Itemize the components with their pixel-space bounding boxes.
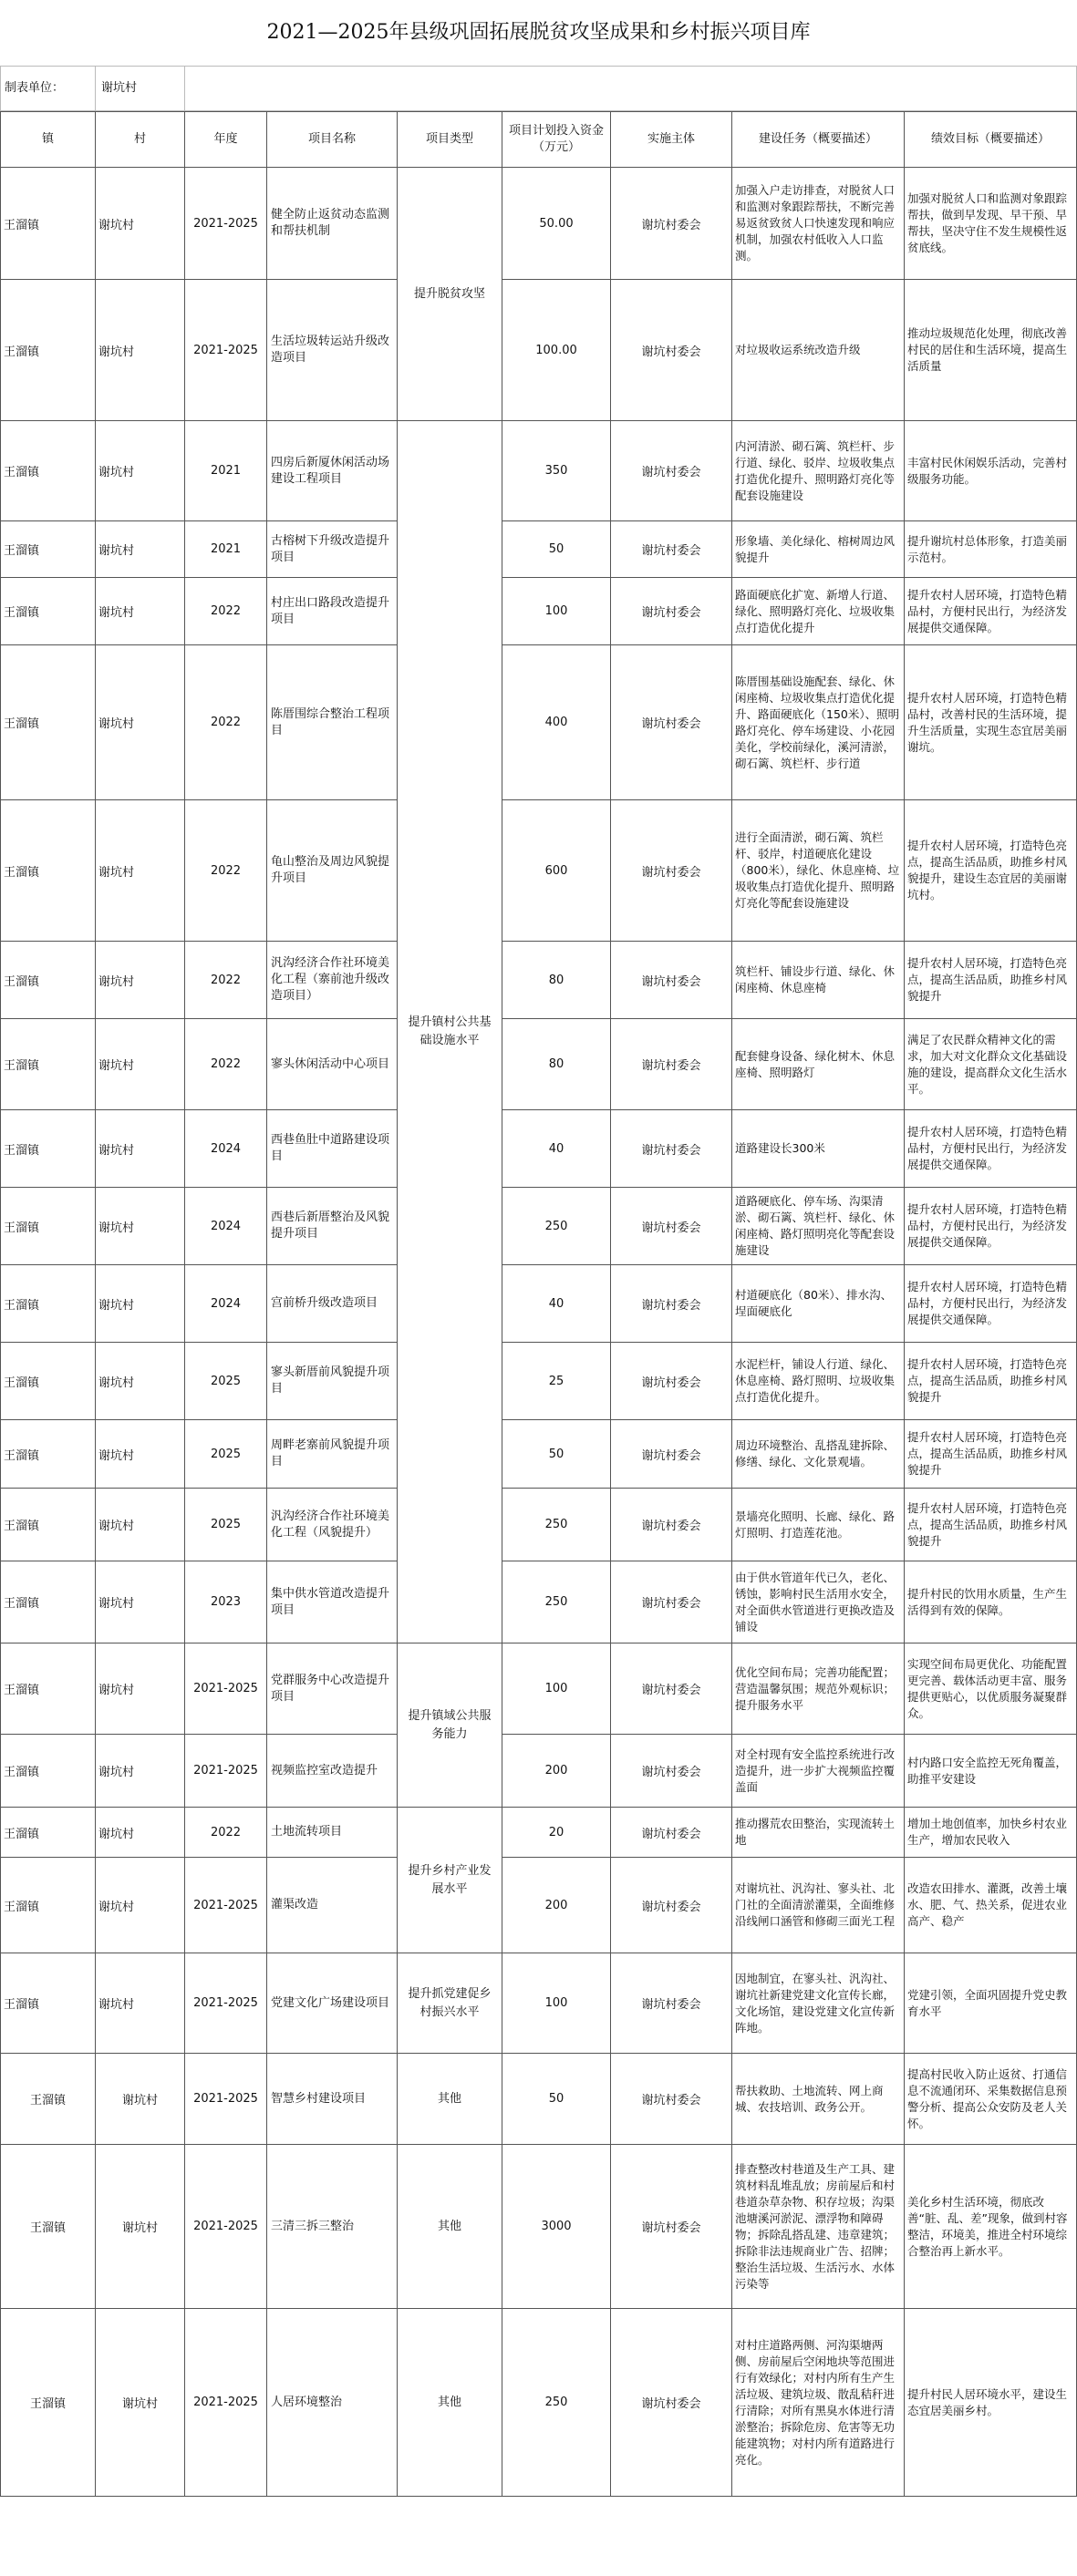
cell-town: 王溜镇 [1, 1953, 96, 2054]
table-row [1, 1489, 1077, 1561]
cell-year: 2021-2025 [185, 1953, 267, 2054]
cell-village: 谢坑村 [96, 1019, 185, 1110]
cell-village: 谢坑村 [96, 2054, 185, 2145]
cell-goal: 提升农村人居环境，打造特色亮点，提高生活品质，助推乡村风貌提升 [905, 1489, 1077, 1561]
cell-year: 2024 [185, 1110, 267, 1188]
cell-name: 龟山整治及周边风貌提升项目 [267, 800, 398, 942]
table-row [1, 168, 1077, 280]
header-task: 建设任务（概要描述） [732, 112, 905, 168]
table-row [1, 942, 1077, 1019]
cell-amount: 400 [502, 645, 611, 800]
cell-body: 谢坑村委会 [611, 1735, 732, 1808]
cell-goal: 提升农村人居环境，打造特色亮点，提高生活品质，助推乡村风貌提升 [905, 1420, 1077, 1489]
cell-task: 陈厝围基础设施配套、绿化、休闲座椅、垃圾收集点打造优化提升、路面硬底化（150米）、照明路灯亮化、停车场建设、小花园美化，学校前绿化，溪河清淤，砌石篱、筑栏杆、步行道 [732, 645, 905, 800]
unit-blank [184, 66, 1077, 111]
cell-amount: 20 [502, 1808, 611, 1858]
cell-type: 其他 [398, 2054, 502, 2145]
cell-name: 灌渠改造 [267, 1858, 398, 1953]
cell-goal: 提升农村人居环境，打造特色精品村，方便村民出行，为经济发展提供交通保障。 [905, 1110, 1077, 1188]
cell-goal: 满足了农民群众精神文化的需求，加大对文化群众文化基础设施的建设，提高群众文化生活水平。 [905, 1019, 1077, 1110]
cell-amount: 80 [502, 942, 611, 1019]
cell-amount: 250 [502, 2309, 611, 2497]
cell-year: 2025 [185, 1420, 267, 1489]
cell-year: 2022 [185, 578, 267, 645]
table-row [1, 1343, 1077, 1420]
table-row [1, 1561, 1077, 1643]
cell-goal: 推动垃圾规范化处理，彻底改善村民的居住和生活环境，提高生活质量 [905, 280, 1077, 421]
header-year: 年度 [185, 112, 267, 168]
cell-village: 谢坑村 [96, 2145, 185, 2309]
cell-village: 谢坑村 [96, 421, 185, 521]
cell-amount: 100 [502, 578, 611, 645]
cell-task: 帮扶救助、土地流转、网上商城、农技培训、政务公开。 [732, 2054, 905, 2145]
cell-town: 王溜镇 [1, 2054, 96, 2145]
header-town: 镇 [1, 112, 96, 168]
cell-body: 谢坑村委会 [611, 942, 732, 1019]
unit-row [0, 66, 1077, 111]
cell-body: 谢坑村委会 [611, 1858, 732, 1953]
cell-village: 谢坑村 [96, 1953, 185, 2054]
cell-name: 汎沟经济合作社环境美化工程（寨前池升级改造项目） [267, 942, 398, 1019]
cell-village: 谢坑村 [96, 578, 185, 645]
cell-town: 王溜镇 [1, 645, 96, 800]
cell-name: 陈厝围综合整治工程项目 [267, 645, 398, 800]
cell-village: 谢坑村 [96, 1561, 185, 1643]
cell-town: 王溜镇 [1, 280, 96, 421]
cell-amount: 40 [502, 1110, 611, 1188]
cell-village: 谢坑村 [96, 1858, 185, 1953]
cell-body: 谢坑村委会 [611, 1420, 732, 1489]
cell-body: 谢坑村委会 [611, 168, 732, 280]
table-row [1, 1953, 1077, 2054]
table-row [1, 421, 1077, 521]
cell-year: 2022 [185, 1808, 267, 1858]
cell-task: 对村庄道路两侧、河沟渠塘两侧、房前屋后空闲地块等范围进行有效绿化；对村内所有生产生活垃圾、建筑垃圾、散乱秸秆进行清除；对所有黑臭水体进行清淤整治；拆除危房、危害等无功能建筑物；对村内所有道路进行亮化。 [732, 2309, 905, 2497]
table-row [1, 1188, 1077, 1265]
cell-name: 西巷鱼肚中道路建设项目 [267, 1110, 398, 1188]
cell-body: 谢坑村委会 [611, 1265, 732, 1343]
cell-village: 谢坑村 [96, 800, 185, 942]
cell-village: 谢坑村 [96, 1489, 185, 1561]
cell-task: 排查整改村巷道及生产工具、建筑材料乱堆乱放；房前屋后和村巷道杂草杂物、积存垃圾；沟渠池塘溪河淤泥、漂浮物和障碍物；拆除乱搭乱建、违章建筑；拆除非法违规商业广告、招牌；整治生活垃圾、生活污水、水体污染等 [732, 2145, 905, 2309]
cell-village: 谢坑村 [96, 645, 185, 800]
cell-amount: 350 [502, 421, 611, 521]
cell-town: 王溜镇 [1, 521, 96, 578]
cell-name: 古榕树下升级改造提升项目 [267, 521, 398, 578]
cell-town: 王溜镇 [1, 1019, 96, 1110]
table-row [1, 578, 1077, 645]
table-row [1, 2054, 1077, 2145]
cell-amount: 40 [502, 1265, 611, 1343]
cell-year: 2024 [185, 1188, 267, 1265]
cell-name: 四房后新厦休闲活动场建设工程项目 [267, 421, 398, 521]
cell-task: 形象墙、美化绿化、榕树周边风貌提升 [732, 521, 905, 578]
cell-name: 汎沟经济合作社环境美化工程（风貌提升） [267, 1489, 398, 1561]
cell-task: 对垃圾收运系统改造升级 [732, 280, 905, 421]
cell-body: 谢坑村委会 [611, 1343, 732, 1420]
table-row [1, 1643, 1077, 1735]
cell-village: 谢坑村 [96, 1420, 185, 1489]
cell-amount: 250 [502, 1561, 611, 1643]
cell-type: 其他 [398, 2145, 502, 2309]
table-row [1, 2309, 1077, 2497]
cell-body: 谢坑村委会 [611, 421, 732, 521]
cell-goal: 丰富村民休闲娱乐活动，完善村级服务功能。 [905, 421, 1077, 521]
cell-town: 王溜镇 [1, 1643, 96, 1735]
table-row [1, 1420, 1077, 1489]
cell-year: 2021 [185, 421, 267, 521]
cell-village: 谢坑村 [96, 942, 185, 1019]
cell-village: 谢坑村 [96, 1735, 185, 1808]
cell-amount: 250 [502, 1489, 611, 1561]
cell-task: 道路硬底化、停车场、沟渠清淤、砌石篱、筑栏杆、绿化、休闲座椅、路灯照明亮化等配套设施建设 [732, 1188, 905, 1265]
cell-type: 提升乡村产业发展水平 [398, 1808, 502, 1953]
cell-name: 集中供水管道改造提升项目 [267, 1561, 398, 1643]
cell-amount: 600 [502, 800, 611, 942]
cell-goal: 提高村民收入防止返贫、打通信息不流通闭环、采集数据信息预警分析、提高公众安防及老人关怀。 [905, 2054, 1077, 2145]
cell-goal: 提升农村人居环境，打造特色精品村，改善村民的生活环境，提升生活质量，实现生态宜居美丽谢坑。 [905, 645, 1077, 800]
table-row [1, 1110, 1077, 1188]
cell-year: 2021-2025 [185, 168, 267, 280]
cell-year: 2024 [185, 1265, 267, 1343]
cell-goal: 提升农村人居环境，打造特色精品村，方便村民出行，为经济发展提供交通保障。 [905, 1265, 1077, 1343]
cell-year: 2021-2025 [185, 1858, 267, 1953]
cell-village: 谢坑村 [96, 2309, 185, 2497]
cell-year: 2021-2025 [185, 2145, 267, 2309]
cell-name: 周畔老寨前风貌提升项目 [267, 1420, 398, 1489]
cell-task: 筑栏杆、铺设步行道、绿化、休闲座椅、休息座椅 [732, 942, 905, 1019]
cell-town: 王溜镇 [1, 1489, 96, 1561]
cell-amount: 200 [502, 1858, 611, 1953]
cell-year: 2022 [185, 1019, 267, 1110]
cell-name: 党群服务中心改造提升项目 [267, 1643, 398, 1735]
cell-name: 村庄出口路段改造提升项目 [267, 578, 398, 645]
unit-value: 谢坑村 [95, 66, 184, 111]
cell-name: 生活垃圾转运站升级改造项目 [267, 280, 398, 421]
cell-task: 配套健身设备、绿化树木、休息座椅、照明路灯 [732, 1019, 905, 1110]
cell-name: 健全防止返贫动态监测和帮扶机制 [267, 168, 398, 280]
cell-name: 西巷后新厝整治及风貌提升项目 [267, 1188, 398, 1265]
cell-year: 2022 [185, 942, 267, 1019]
cell-type: 提升镇域公共服务能力 [398, 1643, 502, 1808]
cell-village: 谢坑村 [96, 1343, 185, 1420]
cell-goal: 增加土地创值率，加快乡村农业生产，增加农民收入 [905, 1808, 1077, 1858]
cell-body: 谢坑村委会 [611, 1019, 732, 1110]
table-row [1, 800, 1077, 942]
cell-name: 三清三拆三整治 [267, 2145, 398, 2309]
cell-task: 推动撂荒农田整治，实现流转土地 [732, 1808, 905, 1858]
header-village: 村 [96, 112, 185, 168]
cell-village: 谢坑村 [96, 521, 185, 578]
table-row [1, 2145, 1077, 2309]
cell-amount: 100 [502, 1643, 611, 1735]
cell-amount: 250 [502, 1188, 611, 1265]
cell-goal: 提升农村人居环境，打造特色亮点，提高生活品质，助推乡村风貌提升 [905, 1343, 1077, 1420]
cell-goal: 党建引领，全面巩固提升党史教育水平 [905, 1953, 1077, 2054]
table-row [1, 521, 1077, 578]
table-header-row [1, 112, 1077, 168]
cell-year: 2021-2025 [185, 1643, 267, 1735]
cell-year: 2021-2025 [185, 2309, 267, 2497]
cell-goal: 村内路口安全监控无死角覆盖，助推平安建设 [905, 1735, 1077, 1808]
cell-task: 由于供水管道年代已久，老化、锈蚀，影响村民生活用水安全，对全面供水管道进行更换改造及铺设 [732, 1561, 905, 1643]
cell-task: 路面硬底化扩宽、新增人行道、绿化、照明路灯亮化、垃圾收集点打造优化提升 [732, 578, 905, 645]
cell-amount: 200 [502, 1735, 611, 1808]
cell-body: 谢坑村委会 [611, 645, 732, 800]
cell-amount: 80 [502, 1019, 611, 1110]
cell-village: 谢坑村 [96, 1643, 185, 1735]
cell-amount: 50 [502, 2054, 611, 2145]
cell-name: 寥头新厝前风貌提升项目 [267, 1343, 398, 1420]
cell-body: 谢坑村委会 [611, 1489, 732, 1561]
cell-village: 谢坑村 [96, 1808, 185, 1858]
cell-body: 谢坑村委会 [611, 1953, 732, 2054]
cell-goal: 改造农田排水、灌溉，改善土壤水、肥、气、热关系，促进农业高产、稳产 [905, 1858, 1077, 1953]
cell-type: 其他 [398, 2309, 502, 2497]
cell-town: 王溜镇 [1, 1110, 96, 1188]
cell-body: 谢坑村委会 [611, 800, 732, 942]
cell-year: 2023 [185, 1561, 267, 1643]
cell-year: 2021-2025 [185, 2054, 267, 2145]
cell-body: 谢坑村委会 [611, 1561, 732, 1643]
cell-type: 提升镇村公共基础设施水平 [398, 421, 502, 1643]
cell-year: 2025 [185, 1343, 267, 1420]
cell-task: 水泥栏杆，铺设人行道、绿化、休息座椅、路灯照明、垃圾收集点打造优化提升。 [732, 1343, 905, 1420]
table-row [1, 280, 1077, 421]
cell-amount: 25 [502, 1343, 611, 1420]
header-body: 实施主体 [611, 112, 732, 168]
cell-goal: 提升村民人居环境水平，建设生态宜居美丽乡村。 [905, 2309, 1077, 2497]
cell-body: 谢坑村委会 [611, 2054, 732, 2145]
header-goal: 绩效目标（概要描述） [905, 112, 1077, 168]
cell-year: 2025 [185, 1489, 267, 1561]
cell-town: 王溜镇 [1, 1561, 96, 1643]
cell-year: 2021-2025 [185, 280, 267, 421]
cell-type: 提升抓党建促乡村振兴水平 [398, 1953, 502, 2054]
cell-body: 谢坑村委会 [611, 2309, 732, 2497]
table-row [1, 1808, 1077, 1858]
cell-village: 谢坑村 [96, 1265, 185, 1343]
cell-village: 谢坑村 [96, 168, 185, 280]
cell-body: 谢坑村委会 [611, 1808, 732, 1858]
table-row [1, 1019, 1077, 1110]
cell-amount: 50.00 [502, 168, 611, 280]
cell-task: 因地制宜，在寥头社、汎沟社、谢坑社新建党建文化宣传长廊，文化场馆，建设党建文化宣传新阵地。 [732, 1953, 905, 2054]
unit-label: 制表单位： [0, 66, 95, 111]
cell-body: 谢坑村委会 [611, 578, 732, 645]
cell-name: 土地流转项目 [267, 1808, 398, 1858]
cell-body: 谢坑村委会 [611, 1643, 732, 1735]
cell-town: 王溜镇 [1, 1343, 96, 1420]
cell-task: 进行全面清淤，砌石篱、筑栏杆、驳岸，村道硬底化建设（800米），绿化、休息座椅、垃圾收集点打造优化提升、照明路灯亮化等配套设施建设 [732, 800, 905, 942]
cell-town: 王溜镇 [1, 168, 96, 280]
cell-name: 视频监控室改造提升 [267, 1735, 398, 1808]
header-name: 项目名称 [267, 112, 398, 168]
cell-town: 王溜镇 [1, 2145, 96, 2309]
cell-amount: 50 [502, 521, 611, 578]
cell-task: 优化空间布局；完善功能配置；营造温馨氛围；规范外观标识；提升服务水平 [732, 1643, 905, 1735]
cell-year: 2022 [185, 645, 267, 800]
cell-name: 宫前桥升级改造项目 [267, 1265, 398, 1343]
cell-name: 人居环境整治 [267, 2309, 398, 2497]
cell-goal: 加强对脱贫人口和监测对象跟踪帮扶，做到早发现、早干预、早帮扶，坚决守住不发生规模性返贫底线。 [905, 168, 1077, 280]
cell-goal: 实现空间布局更优化、功能配置更完善、载体活动更丰富、服务提供更贴心，以优质服务凝聚群众。 [905, 1643, 1077, 1735]
cell-village: 谢坑村 [96, 280, 185, 421]
cell-town: 王溜镇 [1, 1735, 96, 1808]
cell-goal: 提升农村人居环境，打造特色亮点，提高生活品质，助推乡村风貌提升 [905, 942, 1077, 1019]
cell-body: 谢坑村委会 [611, 2145, 732, 2309]
cell-task: 对谢坑社、汎沟社、寥头社、北门社的全面清淤灌渠，全面维修沿线闸口涵管和修砌三面光工程 [732, 1858, 905, 1953]
page-title: 2021—2025年县级巩固拓展脱贫攻坚成果和乡村振兴项目库 [266, 21, 811, 44]
cell-town: 王溜镇 [1, 1265, 96, 1343]
cell-town: 王溜镇 [1, 578, 96, 645]
cell-task: 内河清淤、砌石篱、筑栏杆、步行道、绿化、驳岸、垃圾收集点打造优化提升、照明路灯亮化等配套设施建设 [732, 421, 905, 521]
header-amount: 项目计划投入资金（万元） [502, 112, 611, 168]
cell-name: 寥头休闲活动中心项目 [267, 1019, 398, 1110]
cell-village: 谢坑村 [96, 1110, 185, 1188]
cell-town: 王溜镇 [1, 1188, 96, 1265]
cell-goal: 美化乡村生活环境，彻底改善“脏、乱、差”现象，做到村容整洁，环境美，推进全村环境综合整治再上新水平。 [905, 2145, 1077, 2309]
cell-town: 王溜镇 [1, 1858, 96, 1953]
cell-town: 王溜镇 [1, 2309, 96, 2497]
cell-amount: 100.00 [502, 280, 611, 421]
cell-goal: 提升农村人居环境，打造特色亮点，提高生活品质，助推乡村风貌提升，建设生态宜居的美丽谢坑村。 [905, 800, 1077, 942]
cell-body: 谢坑村委会 [611, 280, 732, 421]
cell-year: 2022 [185, 800, 267, 942]
cell-task: 道路建设长300米 [732, 1110, 905, 1188]
cell-type: 提升脱贫攻坚 [398, 168, 502, 421]
cell-town: 王溜镇 [1, 421, 96, 521]
cell-amount: 100 [502, 1953, 611, 2054]
cell-body: 谢坑村委会 [611, 521, 732, 578]
cell-body: 谢坑村委会 [611, 1188, 732, 1265]
cell-task: 景墙亮化照明、长廊、绿化、路灯照明、打造莲花池。 [732, 1489, 905, 1561]
table-row [1, 1735, 1077, 1808]
cell-village: 谢坑村 [96, 1188, 185, 1265]
cell-year: 2021-2025 [185, 1735, 267, 1808]
table-row [1, 1858, 1077, 1953]
cell-town: 王溜镇 [1, 942, 96, 1019]
cell-town: 王溜镇 [1, 1420, 96, 1489]
table-row [1, 645, 1077, 800]
cell-year: 2021 [185, 521, 267, 578]
table-row [1, 1265, 1077, 1343]
cell-goal: 提升农村人居环境，打造特色精品村，方便村民出行，为经济发展提供交通保障。 [905, 578, 1077, 645]
cell-name: 党建文化广场建设项目 [267, 1953, 398, 2054]
cell-goal: 提升谢坑村总体形象，打造美丽示范村。 [905, 521, 1077, 578]
cell-name: 智慧乡村建设项目 [267, 2054, 398, 2145]
cell-task: 对全村现有安全监控系统进行改造提升，进一步扩大视频监控覆盖面 [732, 1735, 905, 1808]
cell-task: 村道硬底化（80米）、排水沟、埕面硬底化 [732, 1265, 905, 1343]
header-type: 项目类型 [398, 112, 502, 168]
cell-task: 加强入户走访排查，对脱贫人口和监测对象跟踪帮扶，不断完善易返贫致贫人口快速发现和响应机制，加强农村低收入人口监测。 [732, 168, 905, 280]
cell-task: 周边环境整治、乱搭乱建拆除、修缮、绿化、文化景观墙。 [732, 1420, 905, 1489]
cell-goal: 提升农村人居环境，打造特色精品村，方便村民出行，为经济发展提供交通保障。 [905, 1188, 1077, 1265]
cell-goal: 提升村民的饮用水质量，生产生活得到有效的保障。 [905, 1561, 1077, 1643]
cell-town: 王溜镇 [1, 800, 96, 942]
cell-amount: 50 [502, 1420, 611, 1489]
cell-amount: 3000 [502, 2145, 611, 2309]
project-table [0, 111, 1077, 2497]
cell-town: 王溜镇 [1, 1808, 96, 1858]
cell-body: 谢坑村委会 [611, 1110, 732, 1188]
table-body [1, 168, 1077, 2497]
